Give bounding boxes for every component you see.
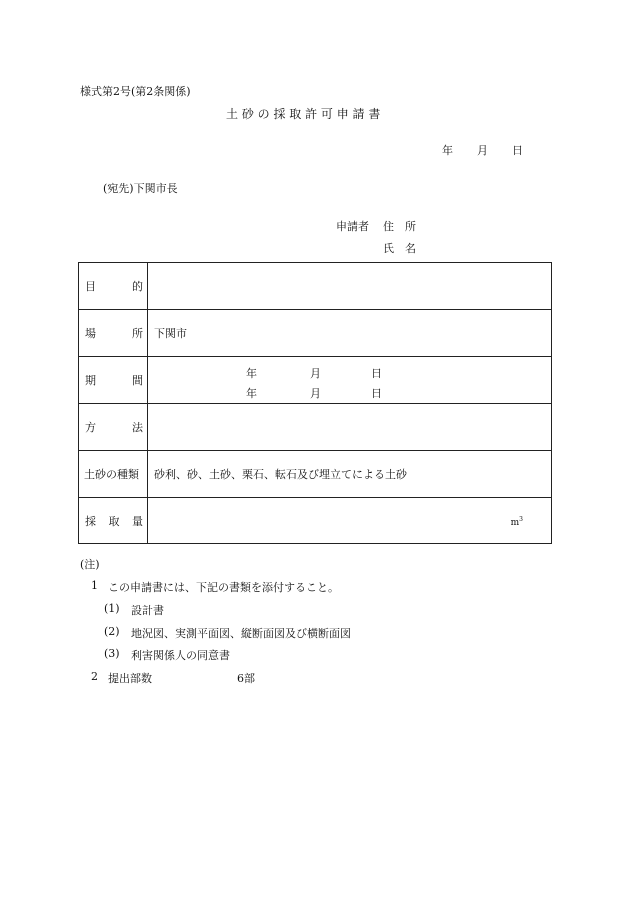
page-title: 土 砂 の 採 取 許 可 申 請 書 xyxy=(226,107,381,121)
period-end-month: 月 xyxy=(310,387,321,400)
amount-label-char-3: 量 xyxy=(132,514,143,528)
note-sub-2-number: (2) xyxy=(104,625,120,638)
soil-type-field[interactable]: 砂利、砂、土砂、栗石、転石及び埋立てによる土砂 xyxy=(148,451,552,498)
location-label xyxy=(79,310,148,357)
note-1-number: 1 xyxy=(91,579,98,592)
period-start-year: 年 xyxy=(246,367,257,380)
notes-heading: (注) xyxy=(80,558,100,571)
period-start-month: 月 xyxy=(310,367,321,380)
note-sub-1-number: (1) xyxy=(104,602,120,615)
period-start-day: 日 xyxy=(371,367,382,380)
row-soil-type xyxy=(79,451,552,498)
note-2-value: 6部 xyxy=(237,672,255,685)
amount-label-char-1: 採 xyxy=(85,514,96,528)
method-field[interactable] xyxy=(148,404,552,451)
row-location xyxy=(79,310,552,357)
note-sub-3-number: (3) xyxy=(104,647,120,660)
application-form-table xyxy=(78,262,552,544)
note-1-text: この申請書には、下記の書類を添付すること。 xyxy=(108,581,339,594)
amount-field[interactable] xyxy=(148,498,552,544)
applicant-label: 申請者 xyxy=(336,220,369,233)
period-end-day: 日 xyxy=(371,387,382,400)
note-sub-2-text: 地況図、実測平面図、縦断面図及び横断面図 xyxy=(131,627,351,640)
location-field[interactable]: 下関市 xyxy=(148,310,552,357)
period-label xyxy=(79,357,148,404)
row-period xyxy=(79,357,552,404)
period-end-line xyxy=(246,385,382,401)
form-number: 様式第2号(第2条関係) xyxy=(80,85,191,98)
method-label-char-1: 方 xyxy=(85,421,96,434)
note-sub-1-text: 設計書 xyxy=(131,604,164,617)
row-amount xyxy=(79,498,552,544)
note-2-label: 提出部数 xyxy=(108,672,152,685)
purpose-label-char-1: 目 xyxy=(85,280,96,293)
purpose-field[interactable] xyxy=(148,263,552,310)
method-label-char-2: 法 xyxy=(132,421,143,434)
period-label-char-2: 間 xyxy=(132,374,143,387)
note-sub-3-text: 利害関係人の同意書 xyxy=(131,649,230,662)
applicant-address-label: 住 所 xyxy=(383,220,416,233)
amount-unit: $m^3$ xyxy=(510,516,523,528)
period-end-year: 年 xyxy=(246,387,257,400)
purpose-label xyxy=(79,263,148,310)
note-2-number: 2 xyxy=(91,670,98,683)
period-start-line xyxy=(246,365,382,381)
amount-label-char-2: 取 xyxy=(108,514,120,528)
date-year-label: 年 xyxy=(442,144,453,157)
method-label xyxy=(79,404,148,451)
location-label-char-1: 場 xyxy=(85,327,96,340)
applicant-name-label: 氏 名 xyxy=(383,242,416,255)
period-label-char-1: 期 xyxy=(85,374,96,387)
date-month-label: 月 xyxy=(477,144,488,157)
row-purpose xyxy=(79,263,552,310)
location-label-char-2: 所 xyxy=(132,327,143,340)
purpose-label-char-2: 的 xyxy=(132,280,143,293)
date-day-label: 日 xyxy=(512,144,523,157)
soil-type-label: 土砂の種類 xyxy=(79,451,148,498)
period-field[interactable] xyxy=(148,357,552,404)
amount-label xyxy=(79,498,148,544)
row-method xyxy=(79,404,552,451)
addressee: (宛先)下関市長 xyxy=(103,182,178,195)
